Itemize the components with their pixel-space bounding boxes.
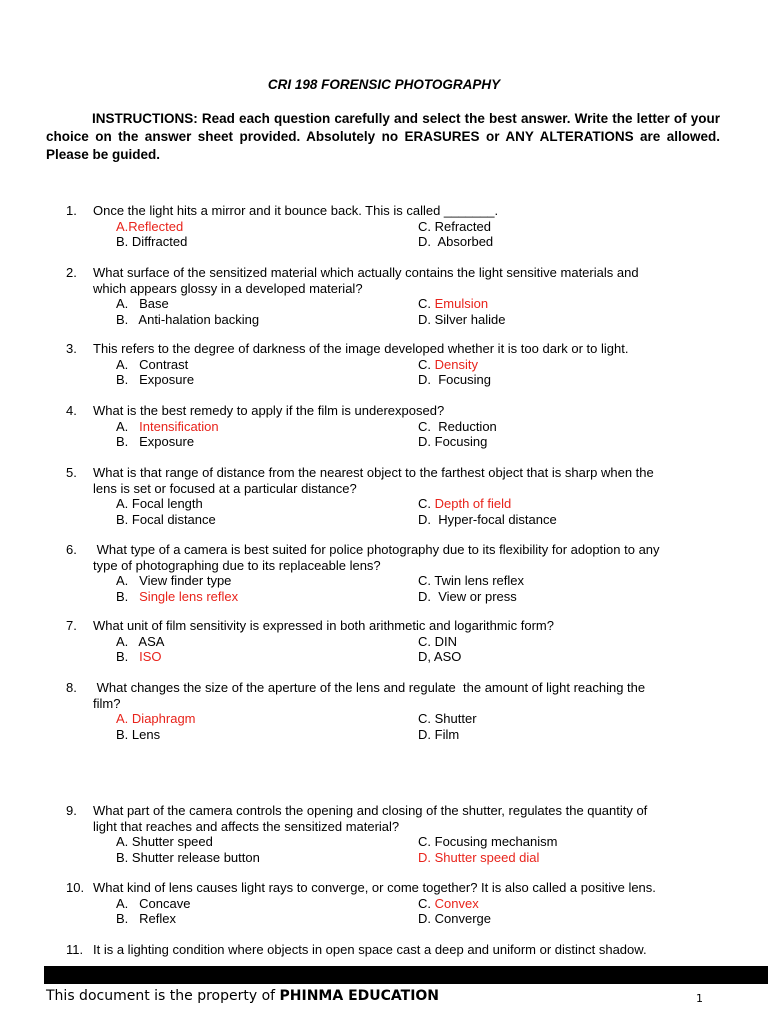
option-text: Contrast <box>139 356 189 372</box>
option-label: C. <box>418 834 431 849</box>
correct-answer-text: Emulsion <box>434 296 489 311</box>
question-line <box>0 942 768 958</box>
answer-option <box>116 649 162 665</box>
question-line <box>0 819 768 835</box>
correct-answer-text: Convex <box>434 895 479 911</box>
option-text: Focusing mechanism <box>434 834 558 849</box>
option-label: D. <box>418 434 431 449</box>
option-label: C. <box>418 573 431 588</box>
option-text: Shutter release button <box>131 849 260 865</box>
answer-option <box>116 634 164 650</box>
option-label: D. <box>418 911 431 926</box>
answer-option <box>418 573 524 589</box>
question-line <box>0 281 768 297</box>
question-line <box>0 618 768 634</box>
answer-option <box>418 312 505 328</box>
question-number: 6. <box>66 542 77 557</box>
option-label: D. <box>418 234 431 249</box>
option-text: Concave <box>139 895 191 911</box>
answer-option <box>418 512 557 528</box>
option-spacer <box>128 649 139 664</box>
option-text: Refracted <box>434 218 491 234</box>
option-label: C. <box>418 296 431 311</box>
answer-option <box>418 850 539 866</box>
option-row <box>0 372 768 388</box>
option-label: A. <box>116 496 129 511</box>
option-label: A. <box>116 573 129 588</box>
option-text: Converge <box>434 911 491 926</box>
answer-option <box>116 434 194 450</box>
option-label: A. <box>116 418 129 434</box>
question-number: 5. <box>66 465 77 480</box>
page-number: 1 <box>696 992 703 1005</box>
option-label: B. <box>116 372 129 387</box>
option-text: Diffracted <box>131 234 188 249</box>
question-text: What changes the size of the aperture of the lens and regulate the amount of light reaching the <box>93 680 646 695</box>
option-label: B. <box>116 726 129 742</box>
answer-option <box>418 219 491 235</box>
footer-bar <box>44 966 768 984</box>
answer-option <box>116 711 196 727</box>
question-7 <box>0 618 768 665</box>
option-label: A. <box>116 834 129 849</box>
option-label: A. <box>116 296 129 311</box>
option-row <box>0 727 768 743</box>
option-text: View finder type <box>139 573 232 588</box>
answer-option <box>418 296 488 312</box>
option-spacer <box>128 312 138 327</box>
answer-option <box>418 911 491 927</box>
question-text: Once the light hits a mirror and it bounce back. This is called _______. <box>93 203 499 218</box>
option-row <box>0 312 768 328</box>
question-text: This refers to the degree of darkness of the image developed whether it is too dark or to light. <box>93 341 629 356</box>
question-line <box>0 465 768 481</box>
question-11 <box>0 942 768 958</box>
question-number: 1. <box>66 203 77 218</box>
question-number: 11. <box>66 942 84 957</box>
option-label: A. <box>116 633 129 649</box>
question-line <box>0 481 768 497</box>
option-row <box>0 896 768 912</box>
question-text: What is that range of distance from the nearest object to the farthest object that is sharp when the <box>93 465 654 480</box>
option-label: D. <box>418 588 431 604</box>
answer-option <box>418 234 493 250</box>
option-spacer <box>128 372 139 387</box>
question-number: 3. <box>66 341 77 356</box>
answer-option <box>116 496 203 512</box>
option-text: Shutter speed <box>131 834 213 849</box>
correct-answer-text: Density <box>434 356 478 372</box>
option-row <box>0 357 768 373</box>
option-label: A. <box>116 218 129 234</box>
correct-answer-text: Intensification <box>139 418 219 434</box>
answer-option <box>418 711 477 727</box>
answer-option <box>116 296 169 312</box>
option-label: D. <box>418 511 431 527</box>
option-label: B. <box>116 511 129 527</box>
option-text: DIN <box>434 633 458 649</box>
correct-answer-text: Reflected <box>128 218 184 234</box>
option-label: B. <box>116 434 129 449</box>
option-text: Anti-halation backing <box>138 311 260 327</box>
answer-option <box>116 357 188 373</box>
option-label: C. <box>418 218 431 234</box>
question-text: What kind of lens causes light rays to converge, or come together? It is also called a positive lens. <box>93 880 656 895</box>
option-text: Exposure <box>139 434 195 449</box>
question-text: What unit of film sensitivity is expressed in both arithmetic and logarithmic form? <box>93 618 554 633</box>
answer-option <box>418 634 457 650</box>
answer-option <box>418 496 511 512</box>
answer-option <box>116 372 194 388</box>
option-spacer <box>128 634 138 649</box>
option-spacer <box>128 434 139 449</box>
option-spacer <box>128 419 139 434</box>
option-row <box>0 649 768 665</box>
option-label: A. <box>116 356 129 372</box>
question-line <box>0 341 768 357</box>
option-spacer <box>128 357 139 372</box>
option-text: Hyper-focal distance <box>438 511 557 527</box>
option-text: Film <box>434 726 460 742</box>
option-text: Reflex <box>139 911 176 926</box>
answer-option <box>418 434 487 450</box>
option-row <box>0 512 768 528</box>
option-text: Focal length <box>131 496 203 511</box>
answer-option <box>116 512 216 528</box>
question-number: 8. <box>66 680 77 695</box>
option-text: ASA <box>138 633 165 649</box>
question-line <box>0 203 768 219</box>
option-label: B. <box>116 649 129 664</box>
option-text: Silver halide <box>434 311 506 327</box>
answer-option <box>418 357 478 373</box>
answer-option <box>116 312 259 328</box>
question-text: lens is set or focused at a particular distance? <box>93 480 357 496</box>
answer-option <box>116 834 213 850</box>
option-text: Lens <box>131 726 161 742</box>
option-label: D. <box>418 726 431 742</box>
option-row <box>0 296 768 312</box>
document-title: CRI 198 FORENSIC PHOTOGRAPHY <box>267 77 501 92</box>
option-row <box>0 234 768 250</box>
option-label: C. <box>418 633 431 649</box>
answer-option <box>116 911 176 927</box>
option-label: B. <box>116 588 129 604</box>
correct-answer-text: Shutter speed dial <box>434 849 540 865</box>
option-label: D. <box>418 372 431 387</box>
option-row <box>0 419 768 435</box>
option-label: D. <box>418 311 431 327</box>
option-label: C. <box>418 418 431 434</box>
answer-option <box>418 372 491 388</box>
answer-option <box>116 573 231 589</box>
answer-option <box>418 727 459 743</box>
option-label: C. <box>418 895 431 911</box>
option-row <box>0 219 768 235</box>
question-6 <box>0 542 768 604</box>
question-text: light that reaches and affects the sensitized material? <box>93 818 400 834</box>
question-4 <box>0 403 768 450</box>
option-row <box>0 434 768 450</box>
option-row <box>0 834 768 850</box>
correct-answer-text: Diaphragm <box>131 711 196 726</box>
option-label: C. <box>418 496 431 511</box>
option-text: Focusing <box>434 434 488 449</box>
option-label: B. <box>116 911 129 926</box>
footer-text: This document is the property of PHINMA EDUCATION <box>46 988 440 1004</box>
question-line <box>0 680 768 696</box>
option-label: C. <box>418 356 431 372</box>
answer-option <box>418 649 461 665</box>
option-text: Exposure <box>139 372 195 387</box>
question-number: 4. <box>66 403 77 418</box>
question-8 <box>0 680 768 742</box>
option-label: A. <box>116 711 129 726</box>
answer-option <box>116 896 190 912</box>
option-row <box>0 911 768 927</box>
question-line <box>0 558 768 574</box>
option-row <box>0 711 768 727</box>
answer-option <box>418 896 479 912</box>
option-text: Base <box>139 296 169 311</box>
answer-option <box>116 219 183 235</box>
question-10 <box>0 880 768 927</box>
question-1 <box>0 203 768 250</box>
question-text: which appears glossy in a developed material? <box>93 280 363 296</box>
question-text: film? <box>93 695 121 711</box>
option-label: D, <box>418 649 431 664</box>
question-text: What type of a camera is best suited for police photography due to its flexibility for adoption to any <box>93 542 660 557</box>
question-5 <box>0 465 768 527</box>
answer-option <box>116 727 160 743</box>
question-line <box>0 403 768 419</box>
question-line <box>0 803 768 819</box>
option-row <box>0 850 768 866</box>
option-spacer <box>128 589 139 604</box>
correct-answer-text: Single lens reflex <box>139 588 239 604</box>
option-label: D. <box>418 849 431 865</box>
option-text: ASO <box>433 649 462 664</box>
question-2 <box>0 265 768 327</box>
option-text: Reduction <box>438 418 497 434</box>
answer-option <box>116 234 187 250</box>
option-row <box>0 573 768 589</box>
question-number: 2. <box>66 265 77 280</box>
question-text: What surface of the sensitized material which actually contains the light sensitive materials and <box>93 265 639 280</box>
question-number: 9. <box>66 803 77 818</box>
option-row <box>0 589 768 605</box>
question-text: type of photographing due to its replaceable lens? <box>93 557 381 573</box>
option-text: View or press <box>438 588 517 604</box>
option-row <box>0 496 768 512</box>
question-number: 10. <box>66 880 85 895</box>
question-line <box>0 880 768 896</box>
option-spacer <box>128 896 139 911</box>
correct-answer-text: ISO <box>139 649 162 664</box>
answer-option <box>116 589 238 605</box>
question-text: It is a lighting condition where objects in open space cast a deep and uniform or distinct shadow. <box>93 942 647 957</box>
option-label: B. <box>116 849 129 865</box>
option-text: Focal distance <box>131 511 216 527</box>
option-row <box>0 634 768 650</box>
option-spacer <box>128 573 139 588</box>
instructions-paragraph: INSTRUCTIONS: Read each question carefully and select the best answer. Write the letter of your choice on the answer sheet provided. Absolutely no ERASURES or ANY ALTERATIONS are allowed. Please be guided. <box>46 111 720 162</box>
option-label: A. <box>116 895 129 911</box>
answer-option <box>418 589 517 605</box>
question-3 <box>0 341 768 388</box>
answer-option <box>418 834 557 850</box>
option-label: C. <box>418 711 431 726</box>
option-text: Twin lens reflex <box>434 573 524 588</box>
question-text: What is the best remedy to apply if the film is underexposed? <box>93 403 445 418</box>
question-line <box>0 696 768 712</box>
option-spacer <box>128 911 139 926</box>
option-label: B. <box>116 311 129 327</box>
question-line <box>0 265 768 281</box>
question-line <box>0 542 768 558</box>
answer-option <box>418 419 497 435</box>
option-text: Absorbed <box>437 234 494 249</box>
option-text: Focusing <box>438 372 491 387</box>
answer-option <box>116 419 219 435</box>
question-number: 7. <box>66 618 77 633</box>
correct-answer-text: Depth of field <box>434 496 512 511</box>
option-text: Shutter <box>434 711 477 726</box>
option-label: B. <box>116 234 129 249</box>
option-spacer <box>128 296 139 311</box>
question-9 <box>0 803 768 865</box>
footer-organization: PHINMA EDUCATION <box>279 988 440 1004</box>
answer-option <box>116 850 260 866</box>
question-text: What part of the camera controls the opening and closing of the shutter, regulates the quantity of <box>93 803 648 818</box>
